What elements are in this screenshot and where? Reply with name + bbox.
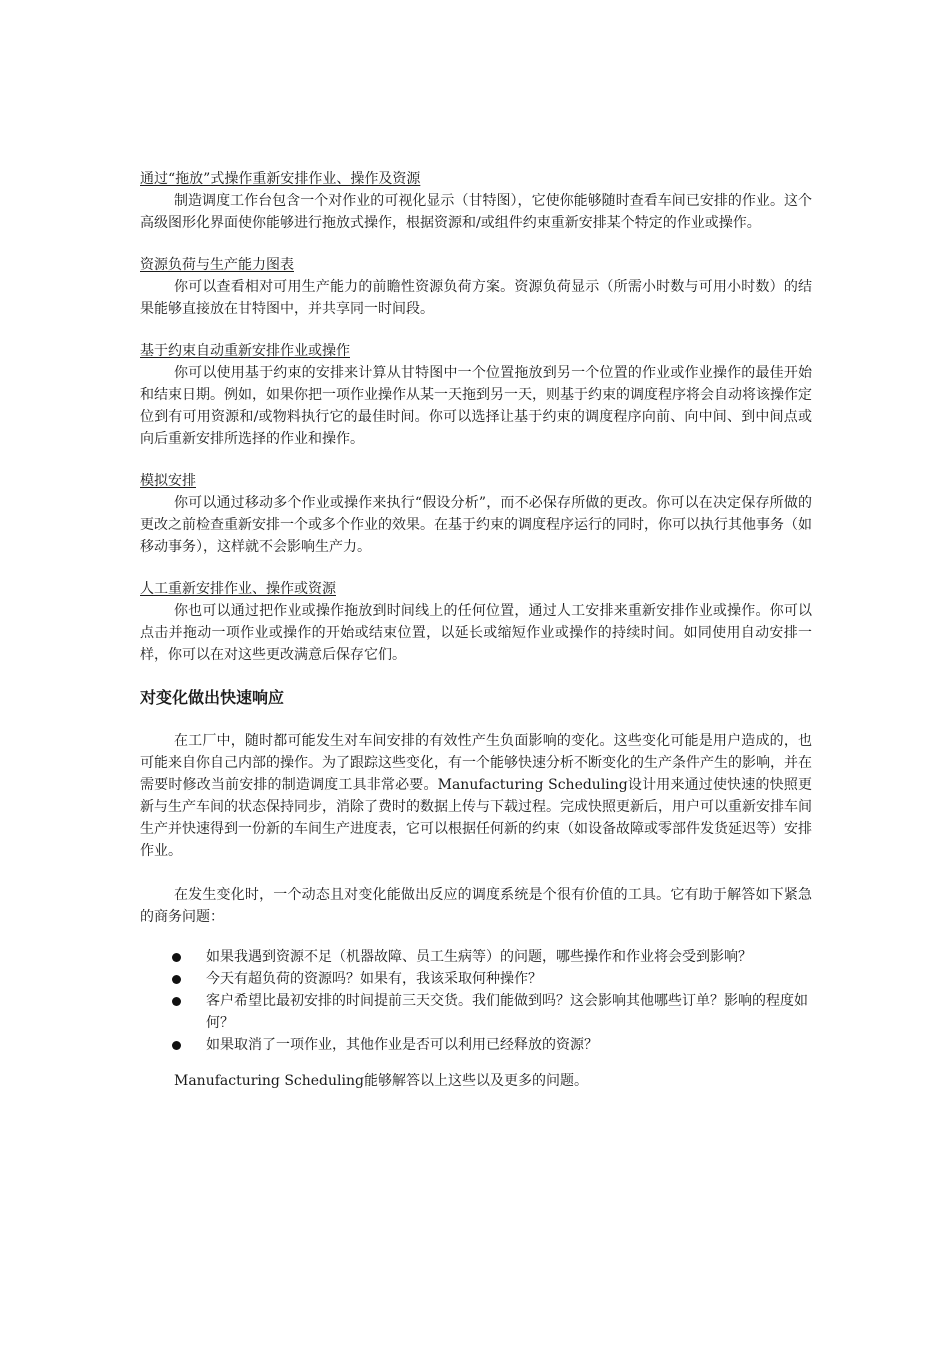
bullet-icon <box>172 997 181 1006</box>
section-drag-drop <box>140 168 812 234</box>
list-item-text: 如果取消了一项作业，其他作业是否可以利用已经释放的资源？ <box>206 1037 598 1053</box>
section-text: 制造调度工作台包含一个对作业的可视化显示（甘特图），它使你能够随时查看车间已安排的作业。这个高级图形化界面使你能够进行拖放式操作，根据资源和/或组件约束重新安排某个特定的作业或操作。 <box>140 193 812 231</box>
list-item-text: 如果我遇到资源不足（机器故障、员工生病等）的问题，哪些操作和作业将会受到影响？ <box>206 949 752 965</box>
bullet-icon <box>172 1041 181 1050</box>
question-list <box>140 946 812 1056</box>
section-title: 模拟安排 <box>140 473 196 489</box>
section-text: 你可以通过移动多个作业或操作来执行“假设分析”，而不必保存所做的更改。你可以在决定保存所做的更改之前检查重新安排一个或多个作业的效果。在基于约束的调度程序运行的同时，你可以执行其他事务（如移动事务），这样就不会影响生产力。 <box>140 495 812 555</box>
section-title: 资源负荷与生产能力图表 <box>140 257 294 273</box>
list-item <box>140 946 812 968</box>
section-manual <box>140 578 812 666</box>
list-item-text: 客户希望比最初安排的时间提前三天交货。我们能做到吗？这会影响其他哪些订单？影响的程度如何？ <box>206 993 808 1031</box>
section-title: 通过“拖放”式操作重新安排作业、操作及资源 <box>140 171 421 187</box>
section-simulation <box>140 470 812 558</box>
bullet-icon <box>172 953 181 962</box>
list-item <box>140 1034 812 1056</box>
section-text: 你可以查看相对可用生产能力的前瞻性资源负荷方案。资源负荷显示（所需小时数与可用小时数）的结果能够直接放在甘特图中，并共享同一时间段。 <box>140 279 812 317</box>
section-resource-load <box>140 254 812 320</box>
list-item <box>140 990 812 1034</box>
closing-paragraph: Manufacturing Scheduling能够解答以上这些以及更多的问题。 <box>174 1073 588 1089</box>
section-text: 你也可以通过把作业或操作拖放到时间线上的任何位置，通过人工安排来重新安排作业或操作。你可以点击并拖动一项作业或操作的开始或结束位置，以延长或缩短作业或操作的持续时间。如同使用自动安排一样，你可以在对这些更改满意后保存它们。 <box>140 603 812 663</box>
document-page <box>140 168 812 1092</box>
list-item-text: 今天有超负荷的资源吗？如果有，我该采取何种操作？ <box>206 971 542 987</box>
main-heading: 对变化做出快速响应 <box>140 688 285 707</box>
bullet-icon <box>172 975 181 984</box>
paragraph: 在发生变化时，一个动态且对变化能做出反应的调度系统是个很有价值的工具。它有助于解答如下紧急的商务问题： <box>140 887 812 925</box>
paragraph: 在工厂中，随时都可能发生对车间安排的有效性产生负面影响的变化。这些变化可能是用户造成的，也可能来自你自己内部的操作。为了跟踪这些变化，有一个能够快速分析不断变化的生产条件产生的影响，并在需要时修改当前安排的制造调度工具非常必要。Manufacturing Scheduling设计用来通过使快速的快照更新与生产车间的状态保持同步，消除了费时的数据上传与下载过程。完成快照更新后，用户可以重新安排车间生产并快速得到一份新的车间生产进度表，它可以根据任何新的约束（如设备故障或零部件发货延迟等）安排作业。 <box>140 733 812 859</box>
section-title: 基于约束自动重新安排作业或操作 <box>140 343 350 359</box>
list-item <box>140 968 812 990</box>
section-title: 人工重新安排作业、操作或资源 <box>140 581 336 597</box>
section-constraint-based <box>140 340 812 450</box>
section-text: 你可以使用基于约束的安排来计算从甘特图中一个位置拖放到另一个位置的作业或作业操作的最佳开始和结束日期。例如，如果你把一项作业操作从某一天拖到另一天，则基于约束的调度程序将会自动将该操作定位到有可用资源和/或物料执行它的最佳时间。你可以选择让基于约束的调度程序向前、向中间、到中间点或向后重新安排所选择的作业和操作。 <box>140 365 812 447</box>
